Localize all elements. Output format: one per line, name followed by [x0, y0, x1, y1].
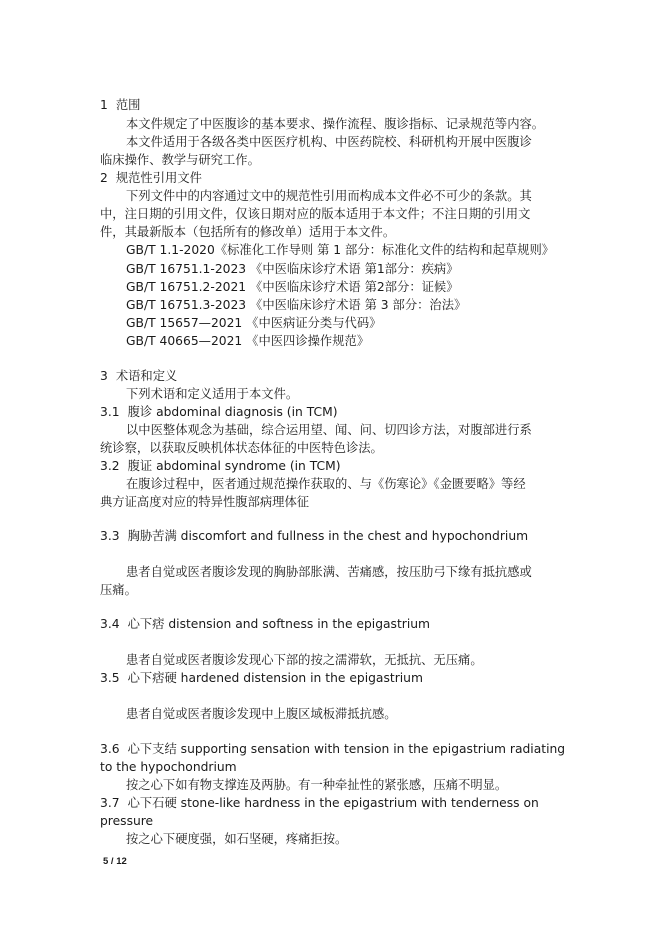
paragraph: 下列文件中的内容通过文中的规范性引用而构成本文件必不可少的条款。其 [126, 189, 532, 203]
term-title: 心下痞硬 hardened distension in the epigastrium [127, 671, 423, 685]
paragraph: 本文件适用于各级各类中医医疗机构、中医药院校、科研机构开展中医腹诊 [126, 135, 532, 149]
term-definition: 典方证高度对应的特异性腹部病理体征 [100, 495, 310, 509]
paragraph: 临床操作、教学与研究工作。 [100, 153, 260, 167]
term-title: 心下石硬 stone-like hardness in the epigastrium with tenderness on [127, 796, 539, 810]
term-definition: 按之心下如有物支撑连及两胁。有一种牵扯性的紧张感，压痛不明显。 [126, 778, 508, 792]
term-title: 心下支结 supporting sensation with tension in the epigastrium radiating [127, 742, 566, 756]
term-heading [100, 403, 562, 421]
term-heading-continued: pressure [100, 814, 154, 828]
paragraph: 下列术语和定义适用于本文件。 [126, 387, 299, 401]
term-number: 3.2 [100, 459, 120, 473]
term-heading [100, 740, 566, 758]
term-definition: 按之心下硬度强，如石坚硬，疼痛拒按。 [126, 832, 348, 846]
term-definition: 以中医整体观念为基础，综合运用望、闻、问、切四诊方法，对腹部进行系 [126, 423, 532, 437]
paragraph: 本文件规定了中医腹诊的基本要求、操作流程、腹诊指标、记录规范等内容。 [126, 117, 545, 131]
reference-item: GB/T 1.1-2020《标准化工作导则 第 1 部分：标准化文件的结构和起草规则》 [126, 243, 555, 257]
term-heading [100, 669, 562, 687]
paragraph: 中，注日期的引用文件，仅该日期对应的版本适用于本文件；不注日期的引用文 [100, 207, 531, 221]
term-heading [100, 615, 562, 633]
term-heading [100, 527, 562, 545]
term-title: 心下痞 distension and softness in the epigastrium [127, 617, 431, 631]
term-number: 3.7 [100, 796, 120, 810]
term-number: 3.1 [100, 405, 120, 419]
term-definition: 患者自觉或医者腹诊发现心下部的按之濡滞软，无抵抗、无压痛。 [126, 653, 483, 667]
reference-item: GB/T 15657—2021 《中医病证分类与代码》 [126, 316, 382, 330]
term-definition: 在腹诊过程中，医者通过规范操作获取的、与《伤寒论》《金匮要略》等经 [126, 477, 526, 491]
section-title: 规范性引用文件 [115, 171, 202, 185]
term-heading [100, 457, 562, 475]
section-number: 1 [100, 98, 108, 112]
term-definition: 统诊察，以获取反映机体状态体征的中医特色诊法。 [100, 441, 383, 455]
paragraph: 件，其最新版本（包括所有的修改单）适用于本文件。 [100, 225, 396, 239]
term-title: 腹证 abdominal syndrome (in TCM) [127, 459, 341, 473]
section-number: 2 [100, 171, 108, 185]
reference-item: GB/T 16751.1-2023 《中医临床诊疗术语 第1部分：疾病》 [126, 262, 459, 276]
term-definition: 压痛。 [100, 583, 137, 597]
term-title: 胸胁苦满 discomfort and fullness in the chest and hypochondrium [127, 529, 529, 543]
section-number: 3 [100, 369, 108, 383]
term-heading [100, 794, 562, 812]
term-heading-continued: to the hypochondrium [100, 760, 237, 774]
section-1-heading [100, 96, 562, 114]
term-definition: 患者自觉或医者腹诊发现的胸胁部胀满、苦痛感，按压肋弓下缘有抵抗感或 [126, 565, 532, 579]
term-number: 3.4 [100, 617, 120, 631]
term-number: 3.6 [100, 742, 120, 756]
reference-item: GB/T 16751.3-2023 《中医临床诊疗术语 第 3 部分：治法》 [126, 298, 467, 312]
section-title: 术语和定义 [115, 369, 178, 383]
section-title: 范围 [115, 98, 141, 112]
reference-item: GB/T 40665—2021 《中医四诊操作规范》 [126, 334, 370, 348]
section-2-heading [100, 169, 562, 187]
term-title: 腹诊 abdominal diagnosis (in TCM) [127, 405, 338, 419]
term-number: 3.3 [100, 529, 120, 543]
term-number: 3.5 [100, 671, 120, 685]
page-number: 5 / 12 [103, 856, 127, 867]
term-definition: 患者自觉或医者腹诊发现中上腹区域板滞抵抗感。 [126, 707, 397, 721]
reference-item: GB/T 16751.2-2021 《中医临床诊疗术语 第2部分：证候》 [126, 280, 459, 294]
section-3-heading [100, 367, 562, 385]
